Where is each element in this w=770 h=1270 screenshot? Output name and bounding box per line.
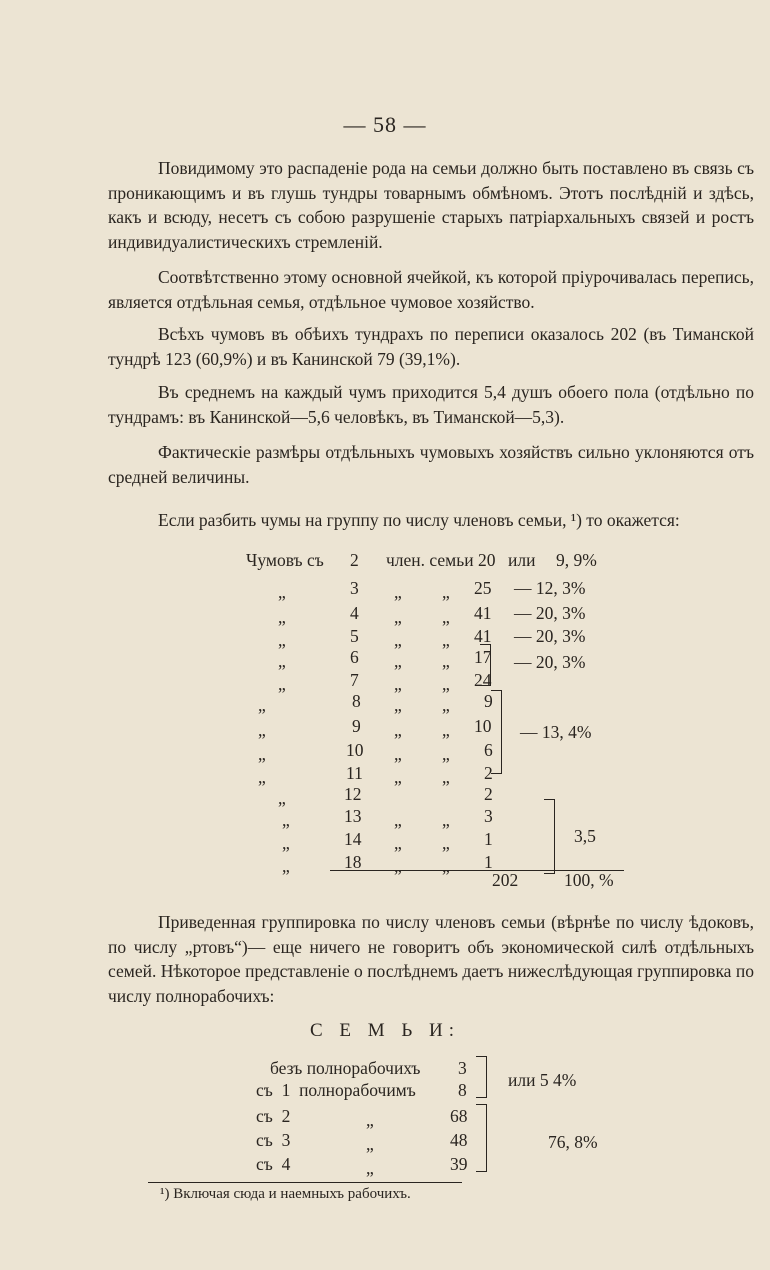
ditto-mark: „ [442,607,450,627]
row-chum-count: 3 [484,806,493,826]
row-percent: — 20, 3% [514,603,586,623]
row-member-count: 11 [346,763,363,783]
row-chum-count: 25 [474,578,492,598]
footnote-rule [148,1182,462,1183]
ditto-mark: „ [394,810,402,830]
table1-group-pct-1: — 20, 3% [514,652,586,672]
row-chum-count: 17 [474,647,492,667]
paragraph-4 [108,380,754,429]
ditto-mark: „ [258,720,266,740]
row-member-count: 14 [344,829,362,849]
paragraph-6 [108,508,754,533]
row-chum-count: 6 [484,740,493,760]
ditto-mark: „ [394,674,402,694]
row-count: 3 [458,1058,467,1078]
ditto-mark: „ [258,767,266,787]
ditto-mark: „ [366,1110,374,1130]
table1-brace-3 [544,799,555,874]
table1-brace-1 [480,644,491,686]
ditto-mark: „ [442,744,450,764]
row-percent: 9, 9% [556,550,597,570]
row-label: съ 3 [256,1130,291,1150]
row-percent: — 20, 3% [514,626,586,646]
ditto-mark: „ [442,651,450,671]
ditto-mark: „ [394,630,402,650]
table1-brace-2 [491,690,502,774]
table2-brace-1 [476,1056,487,1098]
ditto-mark: „ [442,810,450,830]
ditto-mark: „ [442,582,450,602]
row-chum-count: 1 [484,829,493,849]
ditto-mark: „ [278,607,286,627]
row-member-count: 2 [350,550,359,570]
table1-head-or: или [508,550,536,570]
ditto-mark: „ [278,630,286,650]
row-chum-count: 10 [474,716,492,736]
ditto-mark: „ [394,607,402,627]
table1-total-count: 202 [492,870,519,890]
paragraph-5-text: Фактическіе размѣры отдѣльныхъ чумовыхъ хозяйствъ сильно уклоняются отъ средней величины. [108,442,754,487]
paragraph-5 [108,440,754,489]
row-member-count: 12 [344,784,362,804]
row-member-count: 13 [344,806,362,826]
ditto-mark: „ [394,582,402,602]
ditto-mark: „ [394,767,402,787]
row-chum-count: 1 [484,852,493,872]
row-chum-count: 41 [474,603,492,623]
ditto-mark: „ [366,1158,374,1178]
table1-head-members: член. семьи [386,550,474,570]
table2-group-pct-1: или 5 4% [508,1070,577,1090]
paragraph-3-text: Всѣхъ чумовъ въ обѣихъ тундрахъ по переписи оказалось 202 (въ Тиманской тундрѣ 123 (60,9%) и въ Канинской 79 (39,1%). [108,324,754,369]
paragraph-7-text: Приведенная группировка по числу членовъ семьи (вѣрнѣе по числу ѣдоковъ, по числу „ртовъ“)— еще ничего не говоритъ объ экономической силѣ отдѣльныхъ семей. Нѣкоторое представленіе о послѣднемъ даетъ нижеслѣдующая группировка по числу полнорабочихъ: [108,912,754,1006]
row-member-count: 5 [350,626,359,646]
row-member-count: 3 [350,578,359,598]
row-chum-count: 2 [484,784,493,804]
table2-group-pct-2: 76, 8% [548,1132,598,1152]
row-member-count: 18 [344,852,362,872]
ditto-mark: „ [442,674,450,694]
ditto-mark: „ [278,651,286,671]
ditto-mark: „ [366,1134,374,1154]
paragraph-3 [108,322,754,371]
ditto-mark: „ [442,630,450,650]
row-member-count: 9 [352,716,361,736]
paragraph-1-text: Повидимому это распаденіе рода на семьи должно быть поставлено въ связь съ проникающимъ и въ глушь тундры товарнымъ обмѣномъ. Этотъ послѣдній и здѣсь, какъ и всюду, несетъ съ собою разрушеніе старыхъ патріархальныхъ связей и ростъ индивидуалистическихъ стремленій. [108,158,754,252]
table2-brace-2 [476,1104,487,1172]
row-count: 8 [458,1080,467,1100]
row-label: съ 2 [256,1106,291,1126]
row-member-count: 8 [352,691,361,711]
table1-group-pct-2: — 13, 4% [520,722,592,742]
page-number: — 58 — [343,112,427,137]
table1-group-pct-3: 3,5 [574,826,596,846]
row-label: съ 1 полнорабочимъ [256,1080,416,1100]
row-member-count: 7 [350,670,359,690]
table1-head-chumov: Чумовъ съ [246,550,324,570]
ditto-mark: „ [394,651,402,671]
ditto-mark: „ [394,833,402,853]
row-chum-count: 41 [474,626,492,646]
table1-total-pct: 100, % [564,870,614,890]
paragraph-6-text: Если разбить чумы на группу по числу членовъ семьи, ¹) то окажется: [158,510,680,530]
ditto-mark: „ [258,695,266,715]
ditto-mark: „ [282,810,290,830]
ditto-mark: „ [442,720,450,740]
row-count: 48 [450,1130,468,1150]
ditto-mark: „ [442,767,450,787]
ditto-mark: „ [278,788,286,808]
ditto-mark: „ [278,582,286,602]
row-count: 68 [450,1106,468,1126]
paragraph-7 [108,910,754,1008]
ditto-mark: „ [282,856,290,876]
ditto-mark: „ [394,695,402,715]
ditto-mark: „ [394,856,402,876]
row-label: съ 4 [256,1154,291,1174]
row-chum-count: 9 [484,691,493,711]
footnote: ¹) Включая сюда и наемныхъ рабочихъ. [160,1186,411,1202]
ditto-mark: „ [442,833,450,853]
row-member-count: 10 [346,740,364,760]
paragraph-1 [108,156,754,254]
ditto-mark: „ [282,833,290,853]
row-count: 39 [450,1154,468,1174]
row-chum-count: 24 [474,670,492,690]
ditto-mark: „ [258,744,266,764]
ditto-mark: „ [394,720,402,740]
row-chum-count: 2 [484,763,493,783]
paragraph-2-text: Соотвѣтственно этому основной ячейкой, къ которой пріурочивалась перепись, является отдѣльная семья, отдѣльное чумовое хозяйство. [108,267,754,312]
row-member-count: 6 [350,647,359,667]
ditto-mark: „ [442,856,450,876]
table2-title: С Е М Ь И: [309,1020,461,1041]
ditto-mark: „ [278,674,286,694]
ditto-mark: „ [394,744,402,764]
row-member-count: 4 [350,603,359,623]
ditto-mark: „ [442,695,450,715]
row-label: безъ полнорабочихъ [270,1058,421,1078]
row-chum-count: 20 [478,550,496,570]
paragraph-2 [108,265,754,314]
paragraph-4-text: Въ среднемъ на каждый чумъ приходится 5,4 душъ обоего пола (отдѣльно по тундрамъ: въ Канинской—5,6 человѣкъ, въ Тиманской—5,3). [108,382,754,427]
row-percent: — 12, 3% [514,578,586,598]
